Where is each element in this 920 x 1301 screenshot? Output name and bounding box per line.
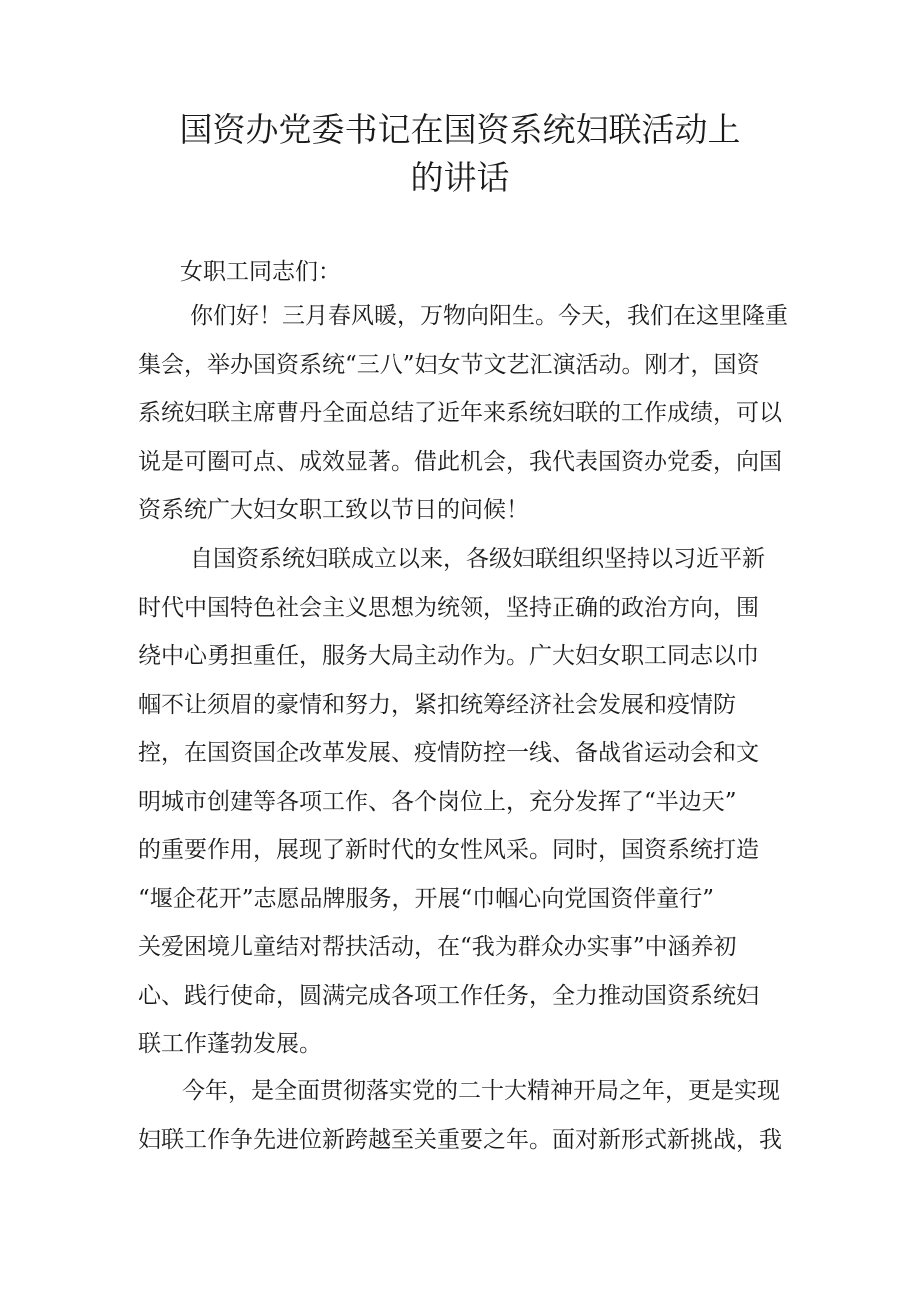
paragraph-line: 的重要作用，展现了新时代的女性风采。同时，国资系统打造 (138, 837, 759, 863)
paragraph-line: 心、践行使命，圆满完成各项工作任务，全力推动国资系统妇 (138, 982, 759, 1009)
paragraph-1 (138, 292, 788, 535)
paragraph-line: 今年，是全面贯彻落实党的二十大精神开局之年，更是实现 (182, 1078, 780, 1104)
paragraph-line: 资系统广大妇女职工致以节日的问候！ (138, 497, 529, 523)
paragraph-line: 明城市创建等各项工作、各个岗位上，充分发挥了“半边天” (138, 788, 737, 815)
paragraph-line: “堰企花开”志愿品牌服务，开展“巾帼心向党国资伴童行” (138, 885, 715, 912)
paragraph-line: 说是可圈可点、成效显著。借此机会，我代表国资办党委，向国 (138, 448, 782, 475)
paragraph-line: 集会，举办国资系统“三八”妇女节文艺汇演活动。刚才，国资 (138, 351, 760, 378)
paragraph-line: 联工作蓬勃发展。 (138, 1031, 322, 1057)
paragraph-line: 时代中国特色社会主义思想为统领，坚持正确的政治方向，围 (138, 594, 759, 621)
paragraph-line: 系统妇联主席曹丹全面总结了近年来系统妇联的工作成绩，可以 (138, 400, 782, 426)
paragraph-line: 妇联工作争先进位新跨越至关重要之年。面对新形式新挑战，我 (138, 1126, 782, 1153)
paragraph-2 (138, 535, 788, 1069)
greeting: 女职工同志们： (180, 259, 341, 285)
document-title-line-2: 的讲话 (410, 158, 510, 197)
document-title-line-1: 国资办党委书记在国资系统妇联活动上 (179, 110, 741, 149)
paragraph-line: 控，在国资国企改革发展、疫情防控一线、备战省运动会和文 (138, 740, 759, 766)
paragraph-line: 你们好！三月春风暖，万物向阳生。今天，我们在这里隆重 (190, 303, 788, 329)
paragraph-3 (138, 1067, 788, 1164)
paragraph-line: 自国资系统妇联成立以来，各级妇联组织坚持以习近平新 (190, 546, 765, 572)
paragraph-line: 关爱困境儿童结对帮扶活动，在“我为群众办实事”中涵养初 (138, 934, 737, 960)
paragraph-line: 帼不让须眉的豪情和努力，紧扣统筹经济社会发展和疫情防 (138, 691, 736, 718)
paragraph-line: 绕中心勇担重任，服务大局主动作为。广大妇女职工同志以巾 (138, 643, 759, 669)
